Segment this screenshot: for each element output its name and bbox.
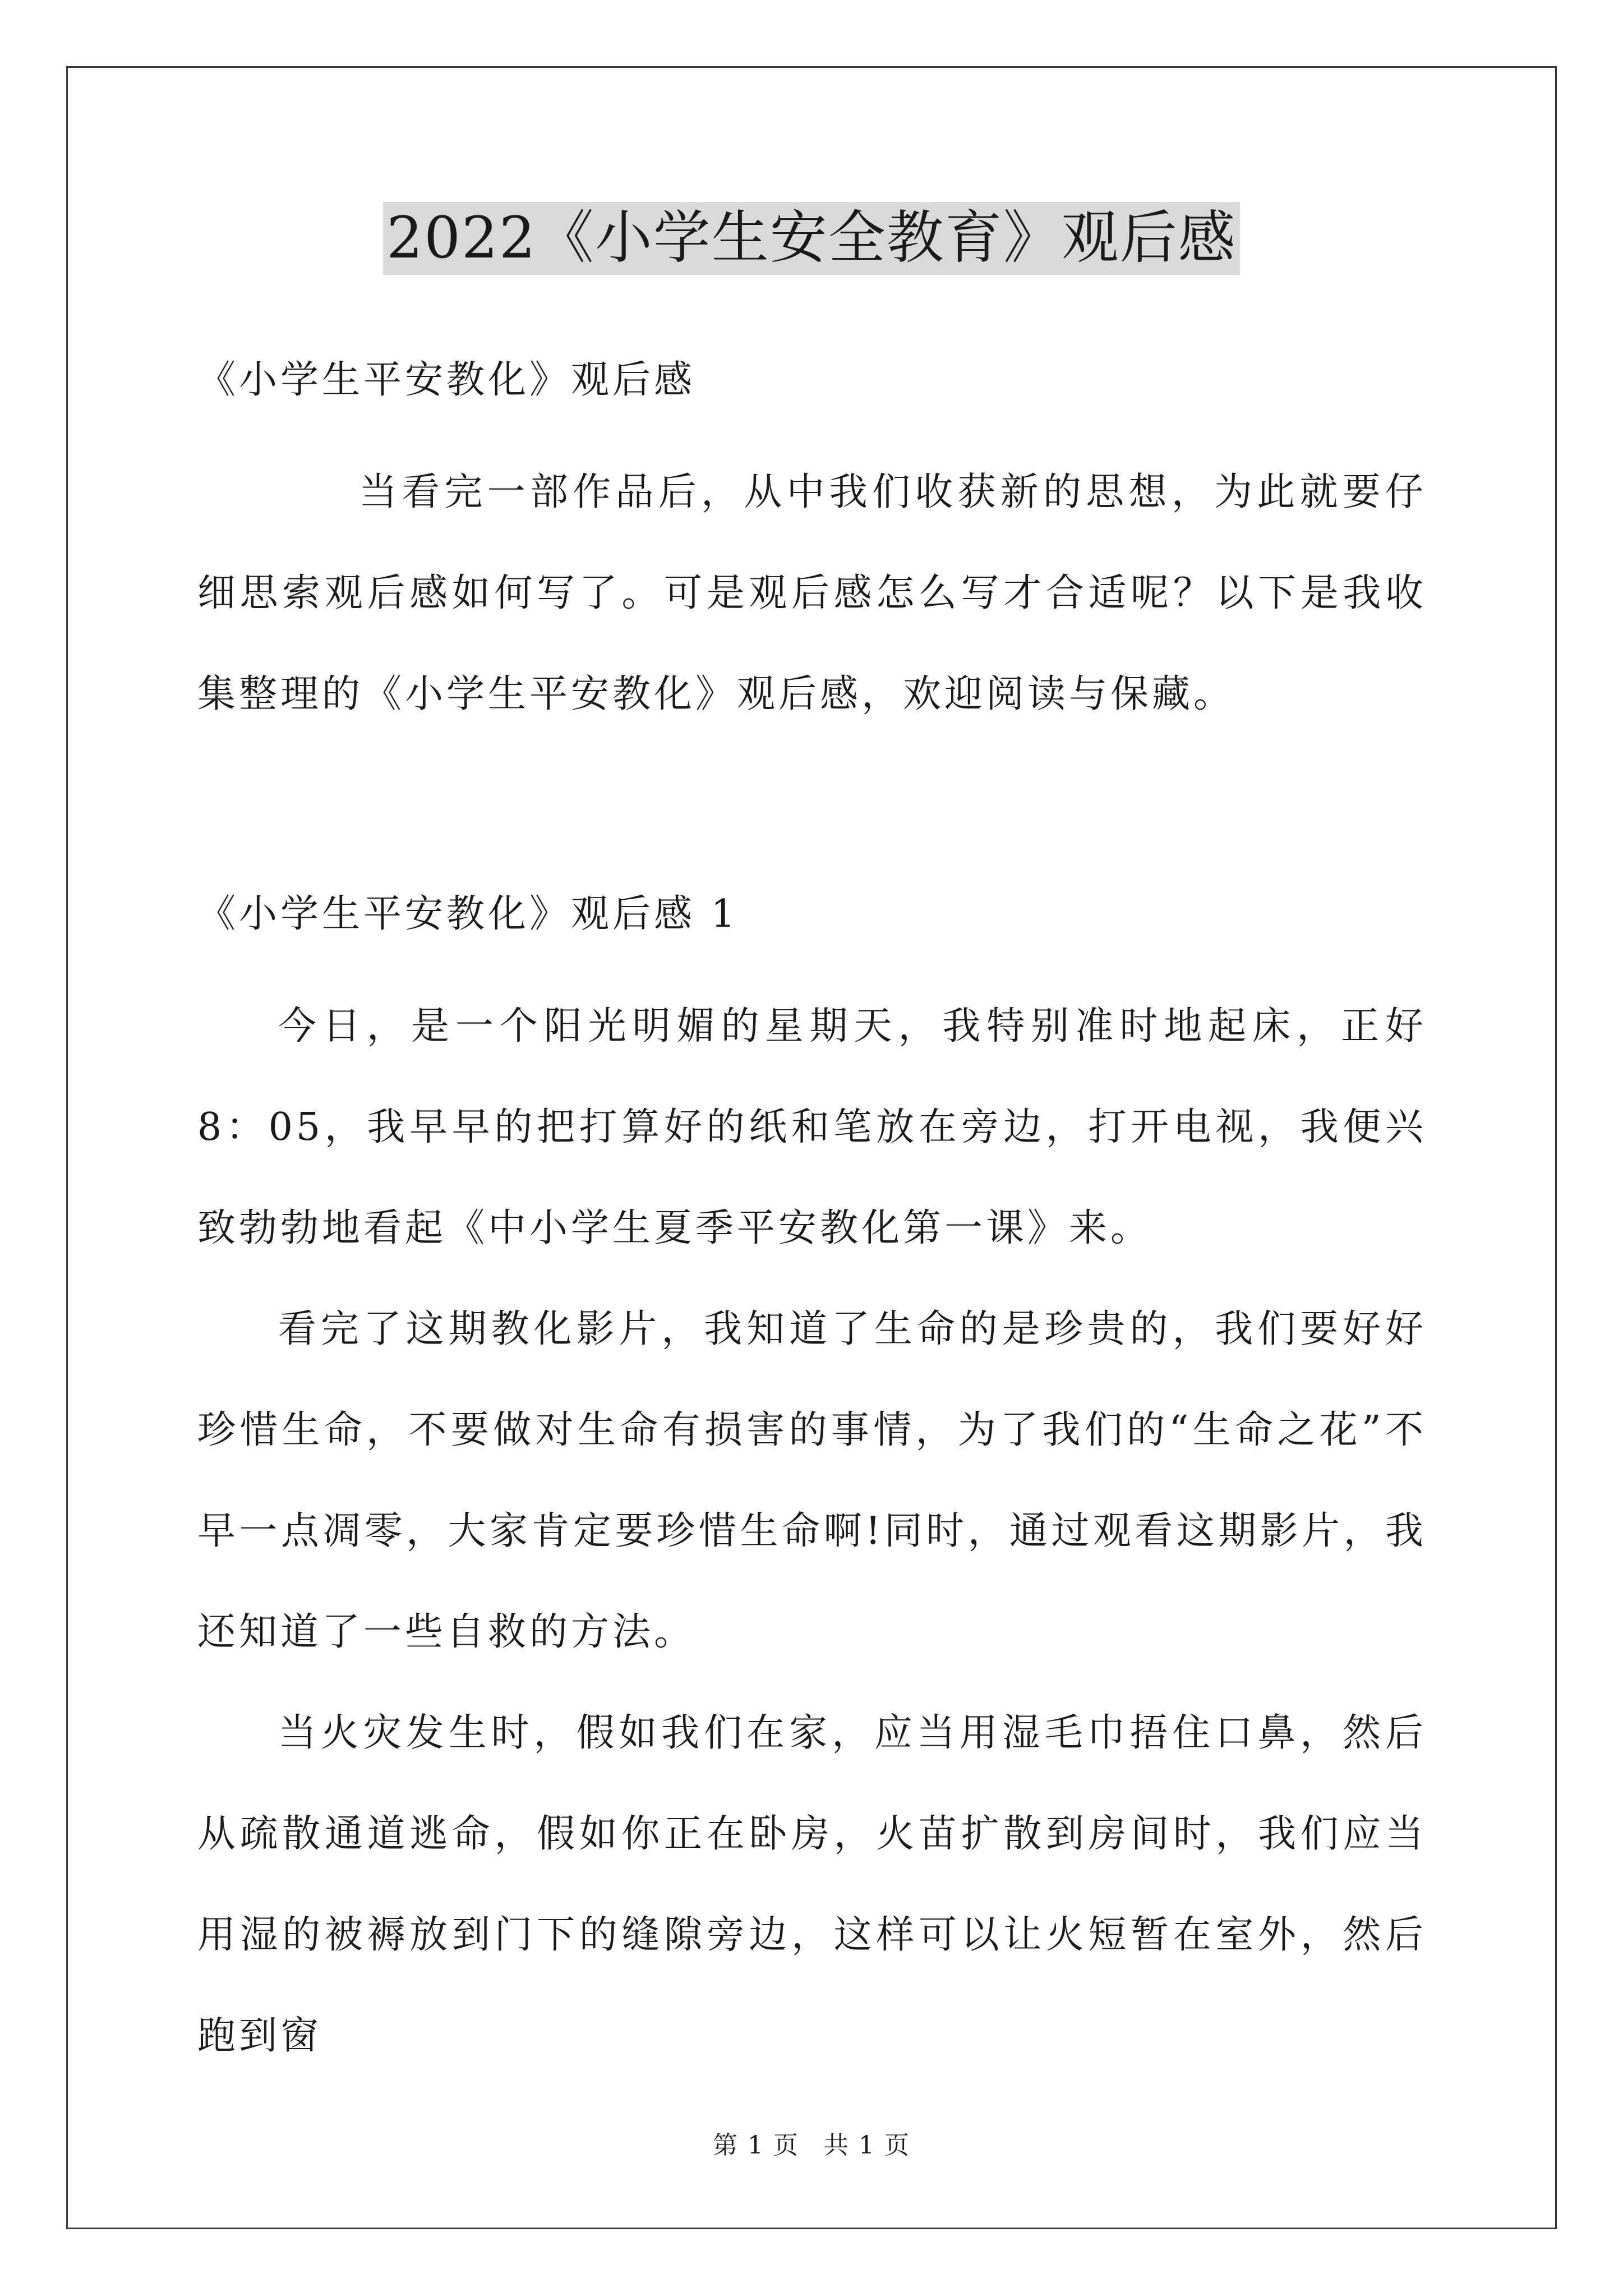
document-subtitle: 《小学生平安教化》观后感 <box>197 358 696 402</box>
intro-paragraph: 当看完一部作品后，从中我们收获新的思想，为此就要仔细思索观后感如何写了。可是观后感怎么写才合适呢？以下是我收集整理的《小学生平安教化》观后感，欢迎阅读与保藏。 <box>197 470 1427 716</box>
intro-block <box>197 442 1427 745</box>
document-title: 2022《小学生安全教育》观后感 <box>383 202 1240 275</box>
body-paragraph-1: 今日，是一个阳光明媚的星期天，我特别准时地起床，正好 8：05，我早早的把打算好的纸和笔放在旁边，打开电视，我便兴致勃勃地看起《中小学生夏季平安教化第一课》来。 <box>197 1004 1427 1250</box>
page-footer <box>0 2125 1623 2161</box>
page-number-total: 共 1 页 <box>824 2131 910 2160</box>
section-heading: 《小学生平安教化》观后感 1 <box>197 892 739 936</box>
body-paragraph-2: 看完了这期教化影片，我知道了生命的是珍贵的，我们要好好珍惜生命，不要做对生命有损害的事情，为了我们的“生命之花”不早一点凋零，大家肯定要珍惜生命啊!同时，通过观看这期影片，我还知道了一些自救的方法。 <box>197 1307 1427 1654</box>
title-container <box>0 202 1623 275</box>
body-paragraph-3: 当火灾发生时，假如我们在家，应当用湿毛巾捂住口鼻，然后从疏散通道逃命，假如你正在卧房，火苗扩散到房间时，我们应当用湿的被褥放到门下的缝隙旁边，这样可以让火短暂在室外，然后跑到窗 <box>197 1711 1427 2058</box>
body-block <box>197 976 1427 2087</box>
page-number-current: 第 1 页 <box>713 2131 799 2160</box>
